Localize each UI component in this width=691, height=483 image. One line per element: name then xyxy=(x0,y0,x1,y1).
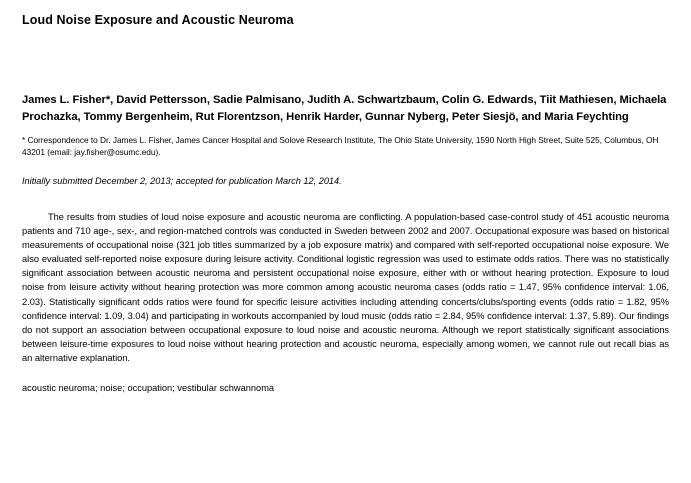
correspondence-note: * Correspondence to Dr. James L. Fisher, James Cancer Hospital and Solove Research Institute, The Ohio State University, 1590 North High Street, Suite 525, Columbus, OH 43201 (email: jay.fisher@osumc.edu). xyxy=(22,135,659,158)
author-list: James L. Fisher*, David Pettersson, Sadie Palmisano, Judith A. Schwartzbaum, Colin G. Edwards, Tiit Mathiesen, Michaela Prochazka, Tommy Bergenheim, Rut Florentzson, Henrik Harder, Gunnar Nyberg, Peter Siesjö, and Maria Feychting xyxy=(22,94,667,123)
page-title: Loud Noise Exposure and Acoustic Neuroma xyxy=(22,13,294,27)
submission-dates: Initially submitted December 2, 2013; accepted for publication March 12, 2014. xyxy=(22,175,342,186)
keywords-list: acoustic neuroma; noise; occupation; vestibular schwannoma xyxy=(22,383,275,394)
abstract-text: The results from studies of loud noise exposure and acoustic neuroma are conflicting. A population-based case-control study of 451 acoustic neuroma patients and 710 age-, sex-, and region-matched controls was conducted in Sweden between 2002 and 2007. Occupational exposure was based on historical measurements of occupational noise (321 job titles summarized by a job exposure matrix) and compared with self-reported occupational noise exposure. We also evaluated self-reported noise exposure during leisure activity. Conditional logistic regression was used to estimate odds ratios. There was no statistically significant association between acoustic neuroma and persistent occupational noise exposure, either with or without hearing protection. Exposure to loud noise from leisure activity without hearing protection was more common among acoustic neuroma cases (odds ratio = 1.47, 95% confidence interval: 1.06, 2.03). Statistically significant odds ratios were found for specific leisure activities including attending concerts/clubs/sporting events (odds ratio = 1.82, 95% confidence interval: 1.09, 3.04) and participating in workouts accompanied by loud music (odds ratio = 2.84, 95% confidence interval: 1.37, 5.89). Our findings do not support an association between occupational exposure to loud noise and acoustic neuroma. Although we report statistically significant associations between leisure-time exposures to loud noise without hearing protection and acoustic neuroma, especially among women, we cannot rule out recall bias as an alternative explanation. xyxy=(22,211,669,364)
